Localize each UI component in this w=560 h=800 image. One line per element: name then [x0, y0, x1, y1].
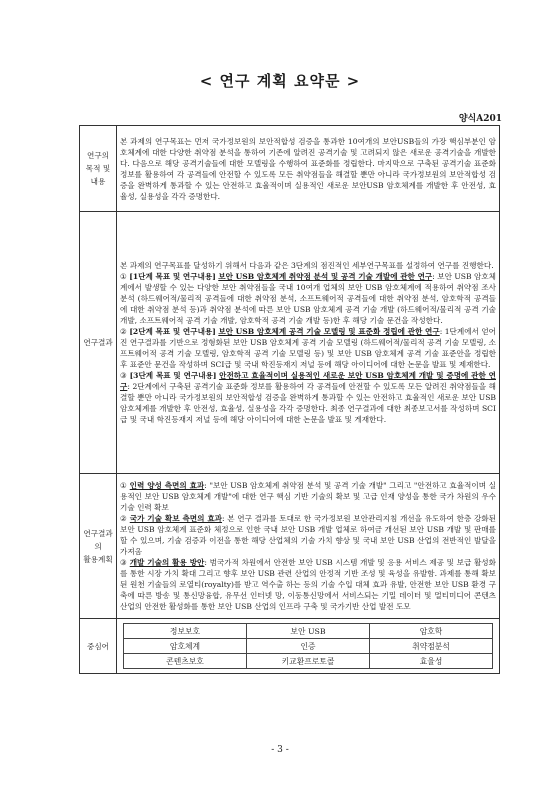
keyword: 취약점분석	[370, 639, 493, 654]
keyword: 효율성	[370, 654, 493, 669]
keyword: 보안 USB	[247, 624, 370, 639]
keyword: 암호체계	[124, 639, 247, 654]
keyword: 인증	[247, 639, 370, 654]
results-row	[80, 212, 500, 474]
keywords-row	[80, 619, 500, 674]
results-label: 연구결과	[80, 212, 117, 474]
keywords-table	[123, 623, 493, 669]
results-item-2: ② [2단계 목표 및 연구내용] 보안 USB 암호체계 공격 기술 모델링 및 표준화 정립에 관한 연구: 1단계에서 얻어진 연구결과를 기반으로 정형화된 보안 USB 암호체계 공격 기술 모델링 (하드웨어적/물리적 공격 기술 모델링, 소프트웨어적 공격 기술 모델링, 암호학적 공격 기술 모델링 등) 및 보안 USB 암호체계 공격 기술 표준안을 정립한 후 표준안 문건을 작성하며 SCI급 및 국내 학진등재지 저널 등에 해당 아이디어에 대한 논문을 발표 및 제재한다.	[120, 327, 497, 369]
application-item-1: ① 인력 양성 측면의 효과: "보안 USB 암호체계 취약점 분석 및 공격 기술 개발" 그리고 "안전하고 효율적이며 실용적인 보안 USB 암호체계 개발"에 대한 연구 핵심 기반 기술의 확보 및 고급 인재 양성을 통한 국가 차원의 우수 기술 인력 확보	[120, 481, 497, 512]
application-item-3: ③ 개발 기술의 활용 방안: 범국가적 차원에서 안전한 보안 USB 시스템 개발 및 응용 서비스 제공 및 보급 활성화를 통한 시장 가치 확대 그리고 향후 보안 USB 관련 산업의 안정적 기반 조성 및 육성을 유발함. 과제를 통해 확보된 원천 기술들의 로열티(royalty)를 받고 역수출 하는 등의 기술 수입 대체 효과 유발, 안전한 보안 USB 환경 구축에 따른 방송 및 통신망융합, 유무선 인터넷 망, 이동통신망에서 서비스되는 기밀 데이터 및 멀티미디어 콘텐츠 산업의 안전한 활성화를 통한 보안 USB 산업의 인프라 구축 및 국가기반 산업 발전 도모	[120, 558, 496, 611]
application-row	[80, 474, 500, 619]
page-number: - 3 -	[271, 745, 289, 755]
objective-content	[117, 126, 500, 212]
objective-row	[80, 126, 500, 212]
results-item-3: ③ [3단계 목표 및 연구내용] 안전하고 효율적이며 실용적인 새로운 보안 USB 암호체계 개발 및 증명에 관한 연구: 2단계에서 구축된 공격기술 표준화 정보를 활용하여 각 공격들에 안전할 수 있도록 모든 알려진 취약점들을 해결할 뿐만 아니라 국가정보원의 보안적합성 검증을 완벽하게 통과할 수 있는 안전하고 효율적인 새로운 보안 USB 암호체계를 개발한 후 안전성, 효율성, 실용성을 각각 증명한다. 최종 연구결과에 대한 최종보고서를 작성하며 SCI급 및 국내 학진등재지 저널 등에 해당 아이디어에 대한 논문을 발표 및 게재한다.	[120, 371, 496, 424]
form-code: 양식A201	[458, 114, 502, 124]
keyword: 콘텐츠보호	[124, 654, 247, 669]
results-content	[117, 212, 500, 474]
objective-label: 연구의 목적 및 내용	[80, 126, 117, 212]
application-item-2: ② 국가 기술 확보 측면의 효과: 본 연구 결과를 토대로 한 국가정보원 보안관리지침 개선을 유도하여 한층 강화된 보안 USB 암호체계 표준화 체정으로 인한 국내 보안 USB 개발 업체로 하여금 개선된 보안 USB 개발 및 판매를 할 수 있으며, 기술 검증과 이전을 통한 해당 산업체의 기술 가치 향상 및 국내 보안 USB 산업의 전반적인 발달을 가져옴	[120, 514, 496, 556]
results-item-1: ① [1단계 목표 및 연구내용] 보안 USB 암호체계 취약점 분석 및 공격 기술 개발에 관한 연구: 보안 USB 암호체계에서 발생할 수 있는 다양한 보안 취약점들을 국내 10여개 업체의 보안 USB 암호체계에 적용하여 취약점 조사 분석 (하드웨어적/물리적 공격들에 대한 취약점 분석, 소프트웨어적 공격들에 대한 취약점 분석, 암호학적 공격들에 대한 취약점 분석 등)과 취약점 분석에 따른 보안 USB 암호체계 공격 기술 개발 (하드웨어적/물리적 공격 기술 개발, 소프트웨어적 공격 기술 개발, 암호학적 공격 기술 개발 등)한 후 해당 기술 문건을 작성한다.	[120, 272, 496, 325]
summary-table	[79, 125, 500, 674]
keywords-row-3	[124, 654, 493, 669]
application-content	[117, 474, 500, 619]
keyword: 암호학	[370, 624, 493, 639]
page-title: < 연구 계획 요약문 >	[199, 72, 361, 90]
keyword: 정보보호	[124, 624, 247, 639]
application-label: 연구결과의 활용계획	[80, 474, 117, 619]
keywords-label: 중심어	[80, 619, 117, 674]
keyword: 키교환프로토콜	[247, 654, 370, 669]
results-intro: 본 과제의 연구목표를 달성하기 위해서 다음과 같은 3단계의 점진적인 세부연구목표를 설정하여 연구를 진행한다.	[120, 261, 494, 270]
objective-text: 본 과제의 연구목표는 먼저 국가정보원의 보안적합성 검증을 통과한 10여개의 보안USB들의 가장 핵심부분인 암호체계에 대한 다양한 취약점 분석을 통하여 기존에 알려진 공격기술 및 고려되지 않은 새로운 공격기술을 개발한다. 다음으로 해당 공격기술들에 대한 모델링을 수행하여 표준화를 정립한다. 마지막으로 구축된 공격기술 표준화 정보를 활용하여 각 공격들에 안전할 수 있도록 모든 취약점들을 해결할 뿐만 아니라 국가정보원의 보안적합성 검증을 완벽하게 통과할 수 있는 안전하고 효율적이며 실용적인 새로운 보안USB 암호체계를 개발한 후 안전성, 효율성, 실용성을 각각 증명한다.	[120, 136, 496, 201]
keywords-content	[117, 619, 500, 674]
keywords-row-1	[124, 624, 493, 639]
keywords-row-2	[124, 639, 493, 654]
